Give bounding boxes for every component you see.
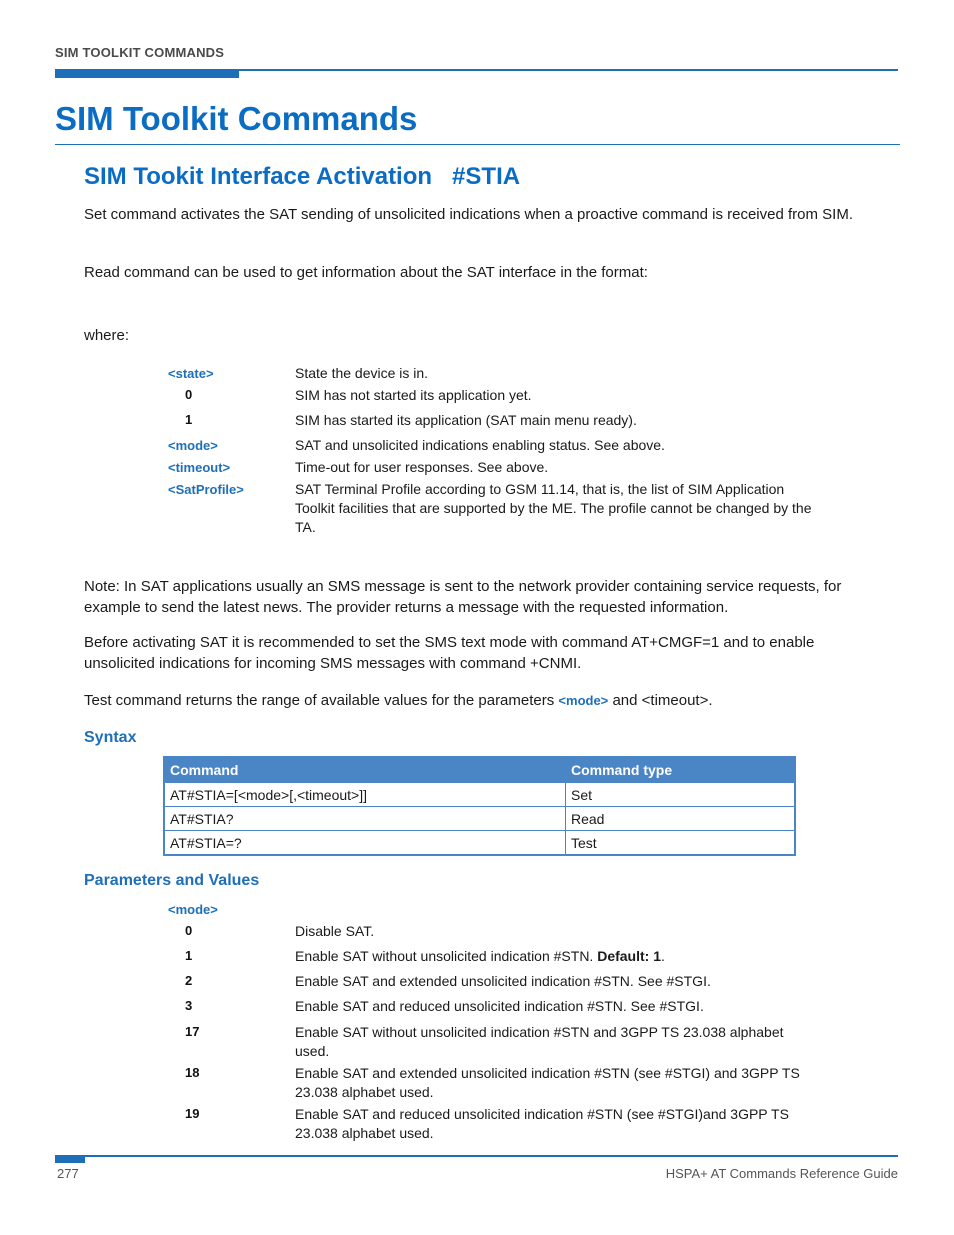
intro-paragraph-read: Read command can be used to get information about the SAT interface in the format:	[84, 264, 648, 281]
title-rule	[55, 144, 900, 145]
state-desc-1: SIM has started its application (SAT main menu ready).	[295, 412, 637, 428]
before-paragraph: Before activating SAT it is recommended to set the SMS text mode with command AT+CMGF=1 and to enable unsolicited indications for incoming SMS messages with command +CNMI.	[84, 634, 815, 672]
where-label: where:	[84, 327, 130, 344]
default-marker: Default: 1	[597, 948, 661, 964]
section-heading: SIM Tookit Interface Activation #STIA	[84, 163, 521, 190]
syntax-table-header	[164, 757, 795, 783]
command-type-cell: Test	[566, 831, 796, 856]
syntax-table	[163, 756, 796, 856]
param-desc-mode: SAT and unsolicited indications enabling status. See above.	[295, 437, 665, 453]
note-paragraph: Note: In SAT applications usually an SMS message is sent to the network provider containing service requests, for example to send the latest news. The provider returns a message with the requested information.	[84, 578, 842, 616]
param-desc-timeout: Time-out for user responses. See above.	[295, 459, 549, 475]
param-name-mode: <mode>	[168, 438, 218, 453]
command-cell: AT#STIA=?	[164, 831, 566, 856]
syntax-heading: Syntax	[84, 729, 137, 746]
param-name-satprofile: <SatProfile>	[168, 482, 244, 497]
header-accent-bar	[55, 69, 239, 78]
mode-value-desc	[295, 947, 815, 966]
mode-value: 17	[185, 1024, 200, 1039]
param-name-mode-values: <mode>	[168, 902, 218, 917]
column-header-command: Command	[164, 757, 566, 783]
table-row	[164, 807, 795, 831]
command-type-cell: Read	[566, 807, 796, 831]
mode-value-desc: Disable SAT.	[295, 923, 375, 939]
mode-value-desc: Enable SAT and reduced unsolicited indication #STN. See #STGI.	[295, 998, 704, 1014]
test-param-mode: <mode>	[558, 693, 609, 708]
param-desc-satprofile: SAT Terminal Profile according to GSM 11.14, that is, the list of SIM Application Toolkit facilities that are supported by the ME. The profile cannot be changed by the TA.	[295, 481, 812, 535]
footer-accent-bar	[55, 1155, 85, 1163]
param-name-state: <state>	[168, 366, 214, 381]
test-text-pre: Test command returns the range of available values for the parameters	[84, 692, 559, 709]
mode-value: 18	[185, 1065, 200, 1080]
state-value-1: 1	[185, 412, 193, 427]
table-row	[164, 783, 795, 807]
parameters-heading: Parameters and Values	[84, 872, 260, 889]
intro-paragraph-set: Set command activates the SAT sending of unsolicited indications when a proactive command is received from SIM.	[84, 206, 853, 223]
command-type-cell: Set	[566, 783, 796, 807]
mode-value-desc: Enable SAT and extended unsolicited indication #STN (see #STGI) and 3GPP TS 23.038 alphabet used.	[295, 1065, 800, 1100]
command-cell: AT#STIA?	[164, 807, 566, 831]
page-number: 277	[57, 1166, 79, 1181]
mode-value-desc: Enable SAT without unsolicited indication #STN and 3GPP TS 23.038 alphabet used.	[295, 1024, 784, 1059]
test-paragraph	[84, 690, 884, 711]
param-name-timeout: <timeout>	[168, 460, 231, 475]
state-desc-0: SIM has not started its application yet.	[295, 387, 532, 403]
mode-value: 0	[185, 923, 193, 938]
command-cell: AT#STIA=[<mode>[,<timeout>]]	[164, 783, 566, 807]
test-text-post: and <timeout>.	[608, 692, 713, 709]
default-suffix: .	[661, 948, 665, 964]
state-value-0: 0	[185, 387, 193, 402]
page-title: SIM Toolkit Commands	[55, 100, 418, 137]
column-header-command-type: Command type	[566, 757, 796, 783]
footer-rule	[55, 1155, 898, 1157]
mode-value-desc: Enable SAT and reduced unsolicited indication #STN (see #STGI)and 3GPP TS 23.038 alphabet used.	[295, 1106, 789, 1141]
table-row	[164, 831, 795, 856]
mode-value-desc-text: Enable SAT without unsolicited indication #STN.	[295, 948, 598, 964]
footer-doc-title: HSPA+ AT Commands Reference Guide	[665, 1166, 898, 1181]
running-header: SIM TOOLKIT COMMANDS	[55, 45, 225, 60]
mode-value: 19	[185, 1106, 200, 1121]
param-desc-state: State the device is in.	[295, 365, 429, 381]
mode-value-desc: Enable SAT and extended unsolicited indication #STN. See #STGI.	[295, 973, 711, 989]
mode-value: 3	[185, 998, 193, 1013]
mode-value: 2	[185, 973, 193, 988]
mode-value: 1	[185, 948, 193, 963]
